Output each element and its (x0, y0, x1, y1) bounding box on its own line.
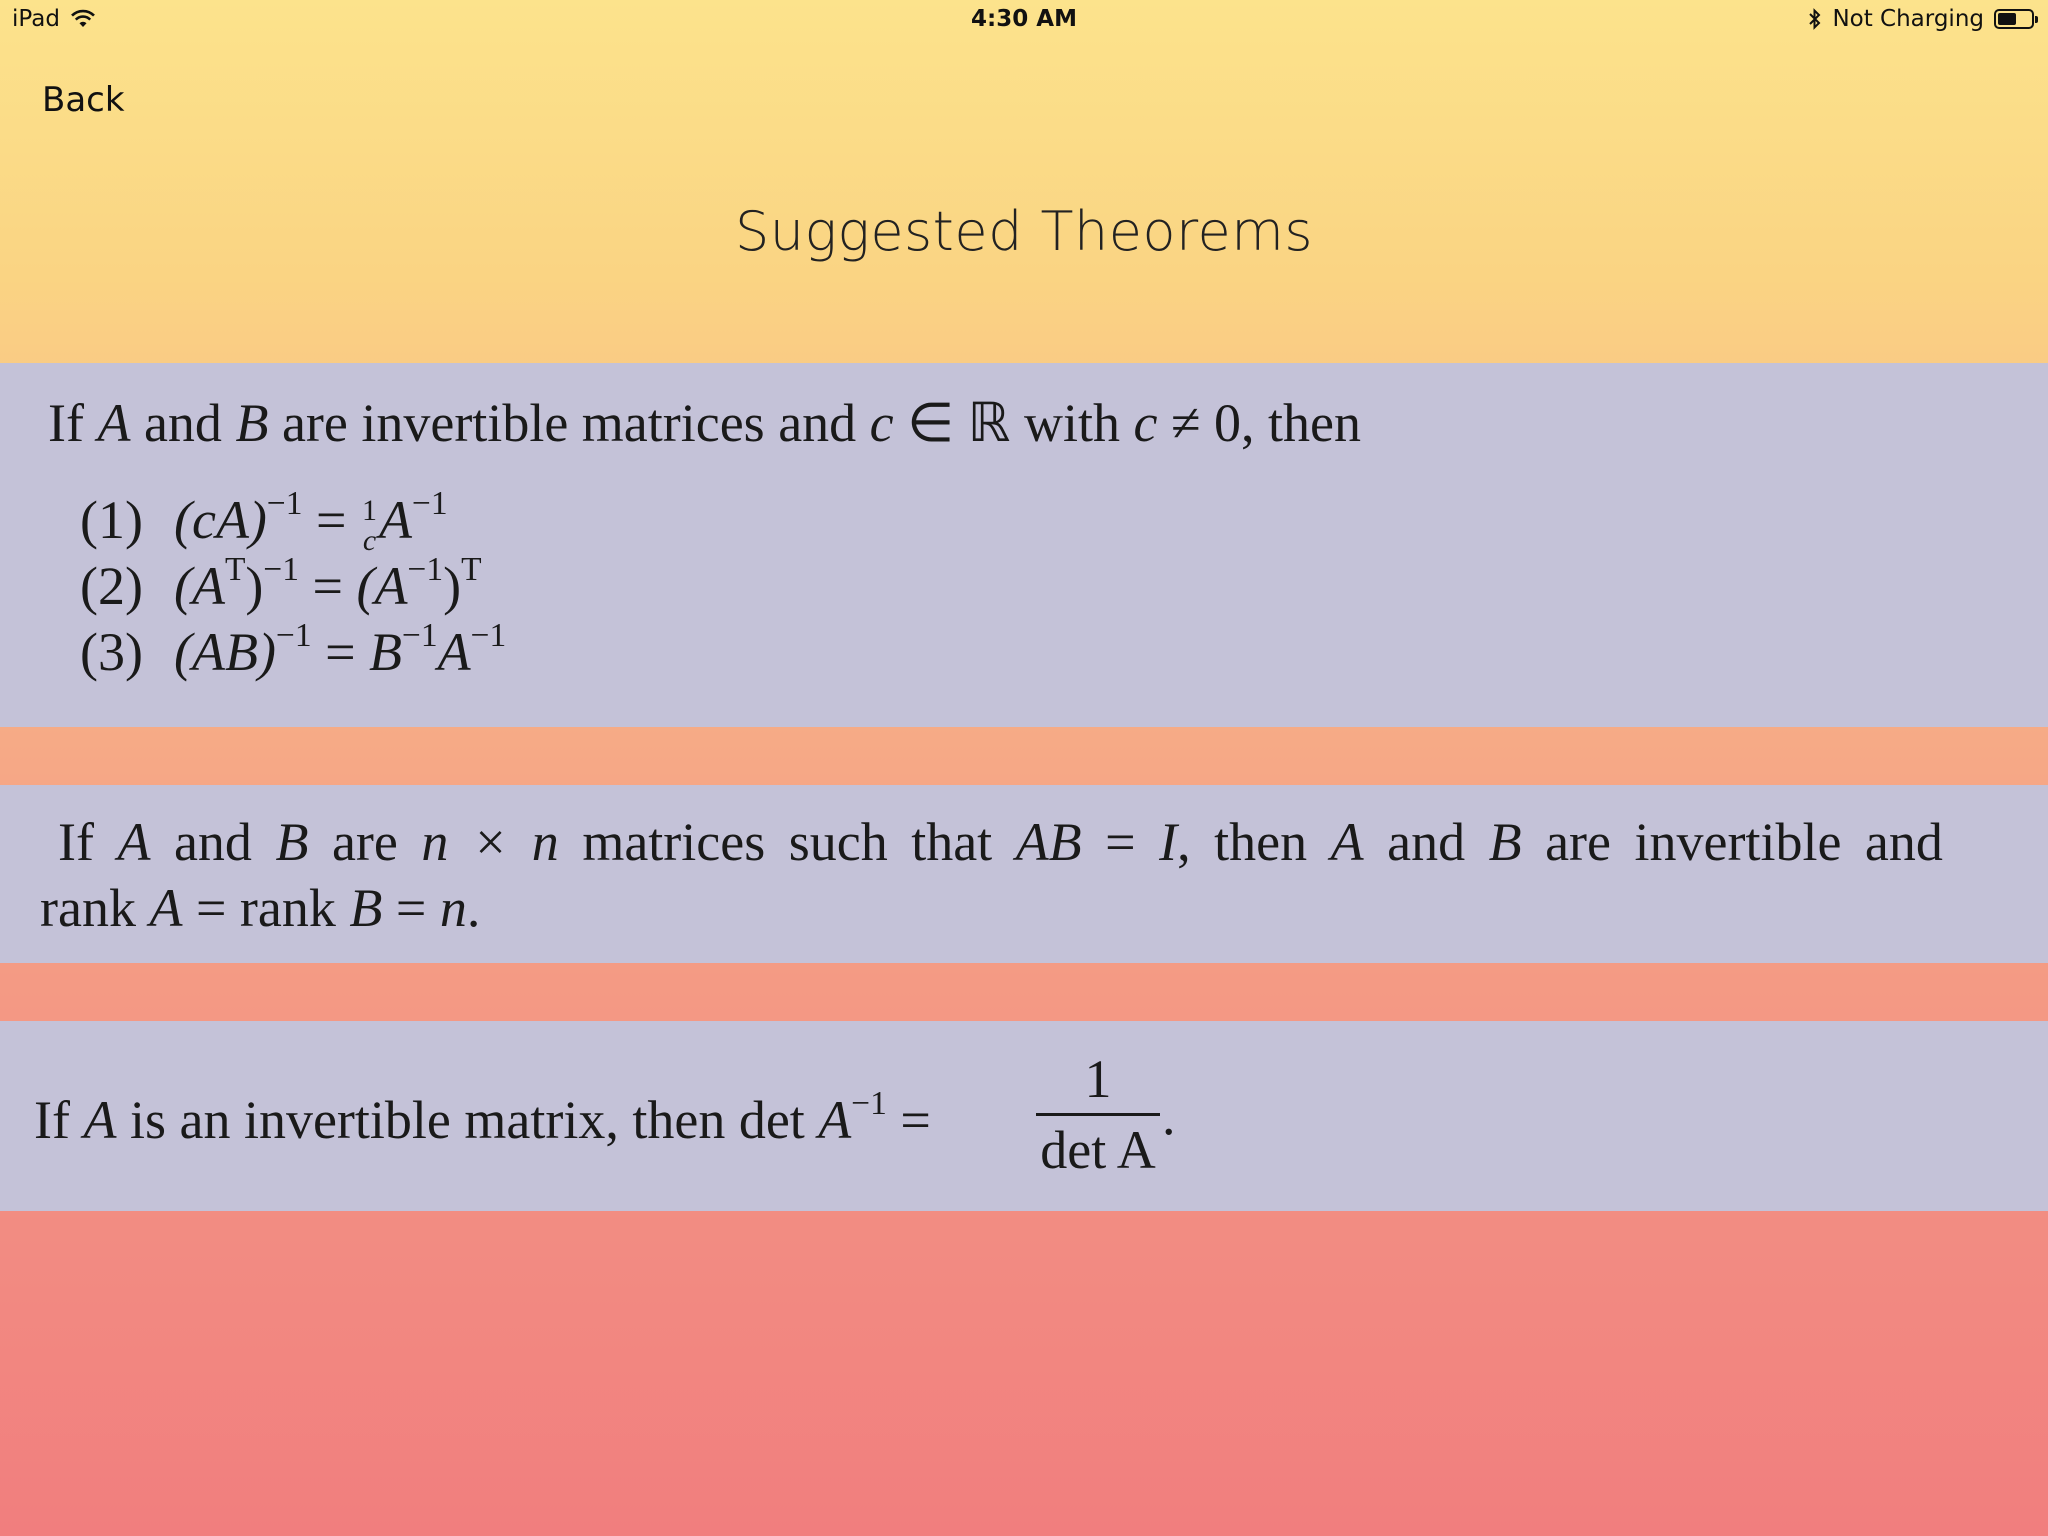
theorem-card[interactable] (0, 363, 2048, 727)
fraction: 1 det A (1036, 1049, 1160, 1180)
page-title: Suggested Theorems (735, 200, 1313, 263)
fraction: 1 c (362, 493, 378, 557)
status-bar (0, 0, 2048, 40)
theorem-statement-continued: rank A = rank B = n. (40, 878, 481, 938)
theorem-statement: If A and B are invertible matrices and c ∈ ℝ with c ≠ 0, then (48, 393, 1362, 453)
theorem-card[interactable]: If A is an invertible matrix, then $\det A^{-1}$ = 1 det A . (0, 1021, 2048, 1211)
theorem-statement: If A and B are n × n matrices such that AB = I, then A and B are invertible and (58, 812, 1943, 872)
battery-icon (1994, 9, 2034, 29)
status-time: 4:30 AM (971, 6, 1077, 32)
theorem-card[interactable] (0, 785, 2048, 963)
device-label: iPad (12, 6, 60, 32)
bluetooth-icon (1808, 8, 1822, 30)
theorem-item: (3) $(AB)^{-1} = B^{-1}A^{-1}$ (80, 617, 507, 683)
status-right (1808, 6, 2034, 32)
fraction-bar (1036, 1113, 1160, 1116)
theorem-statement: If A is an invertible matrix, then $\det A^{-1}$ = (34, 1085, 931, 1151)
theorem-item: (2) $(A^T)^{-1} = (A^{-1})^T$ (80, 551, 482, 617)
back-button[interactable]: Back (42, 80, 125, 120)
charging-status: Not Charging (1832, 6, 1984, 32)
theorem-item: (1) (cA)$^{-1}$ = 1 c $A^{-1}$ (80, 485, 448, 557)
